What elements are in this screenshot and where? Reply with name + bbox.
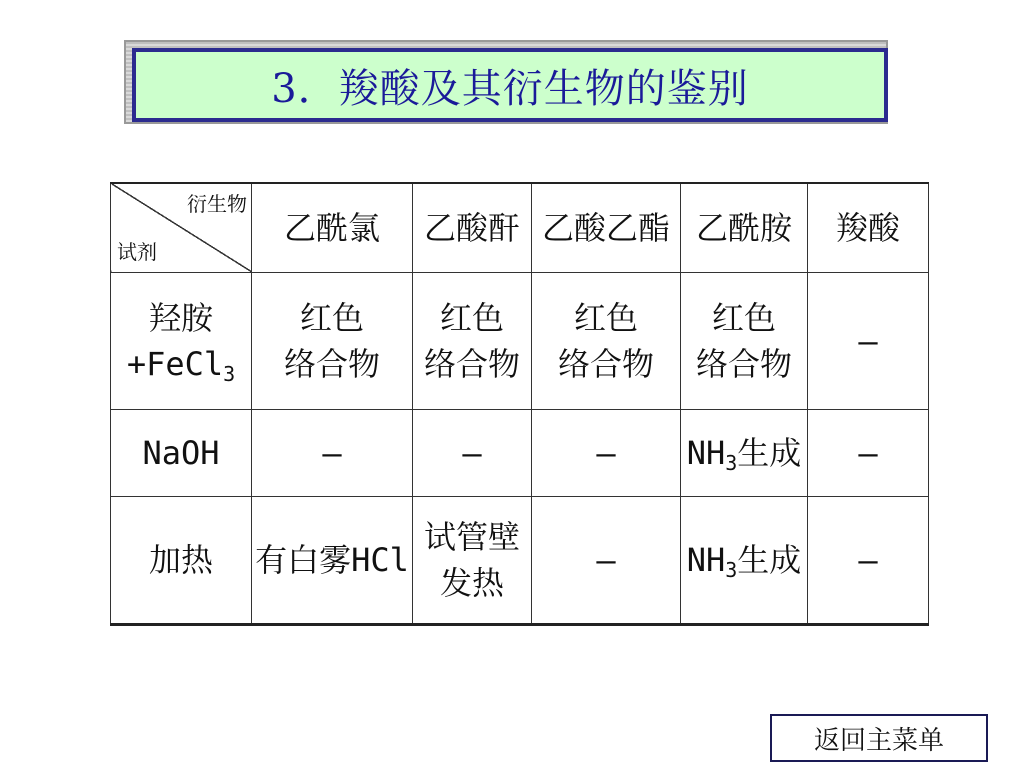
result-line: — [858, 540, 878, 579]
formula-main: +FeCl [126, 345, 224, 383]
result-line: — [858, 321, 878, 360]
column-header-ethyl-acetate: 乙酸乙酯 [532, 183, 681, 273]
formula-main: NH [686, 540, 726, 579]
corner-header-cell [111, 183, 252, 273]
title-box [132, 48, 888, 122]
result-line: 络合物 [423, 345, 520, 383]
result-cell [532, 273, 681, 410]
reagent-name: 羟胺 [148, 298, 213, 337]
result-line: 红色 [299, 298, 364, 337]
result-cell [681, 497, 808, 625]
result-line: 络合物 [557, 345, 654, 383]
table-row [111, 410, 929, 497]
return-main-menu-button[interactable]: 返回主菜单 [770, 714, 988, 762]
result-cell: — [252, 410, 413, 497]
table-row [111, 497, 929, 625]
table-header-row [111, 183, 929, 273]
result-cell [413, 497, 532, 625]
reagent-cell-hydroxylamine [111, 273, 252, 410]
formula-main: NH [686, 433, 726, 472]
result-cell [681, 410, 808, 497]
result-line: 红色 [439, 298, 504, 337]
column-header-acetamide: 乙酰胺 [681, 183, 808, 273]
corner-label-reagent: 试剂 [117, 240, 157, 264]
reagent-cell-heating: 加热 [111, 497, 252, 625]
column-header-acetyl-chloride: 乙酰氯 [252, 183, 413, 273]
result-cell: — [532, 410, 681, 497]
column-header-acetic-anhydride: 乙酸酐 [413, 183, 532, 273]
result-cell: — [808, 410, 929, 497]
formula-rest: 生成 [737, 433, 802, 472]
result-line: 发热 [439, 564, 504, 602]
result-line: 试管壁 [423, 517, 520, 556]
result-line: 红色 [711, 298, 776, 337]
result-line: 络合物 [695, 345, 792, 383]
reagent-formula [111, 341, 251, 387]
table-row [111, 273, 929, 410]
result-cell [532, 497, 681, 625]
result-line: 红色 [573, 298, 638, 337]
result-cell [252, 273, 413, 410]
result-line: 有白雾HCl [255, 540, 409, 579]
formula-subscript: 3 [725, 557, 738, 582]
result-line: — [596, 540, 616, 579]
result-cell [808, 497, 929, 625]
result-cell [252, 497, 413, 625]
result-cell [413, 273, 532, 410]
result-line: 络合物 [283, 345, 380, 383]
page-title: 3．羧酸及其衍生物的鉴别 [271, 65, 749, 112]
formula-rest: 生成 [737, 540, 802, 579]
formula-subscript: 3 [223, 362, 236, 386]
corner-label-derivative: 衍生物 [187, 192, 247, 216]
result-cell: — [413, 410, 532, 497]
result-cell [808, 273, 929, 410]
formula-subscript: 3 [725, 450, 738, 475]
derivative-identification-table [110, 182, 929, 626]
column-header-carboxylic-acid: 羧酸 [808, 183, 929, 273]
reagent-cell-naoh: NaOH [111, 410, 252, 497]
result-cell [681, 273, 808, 410]
